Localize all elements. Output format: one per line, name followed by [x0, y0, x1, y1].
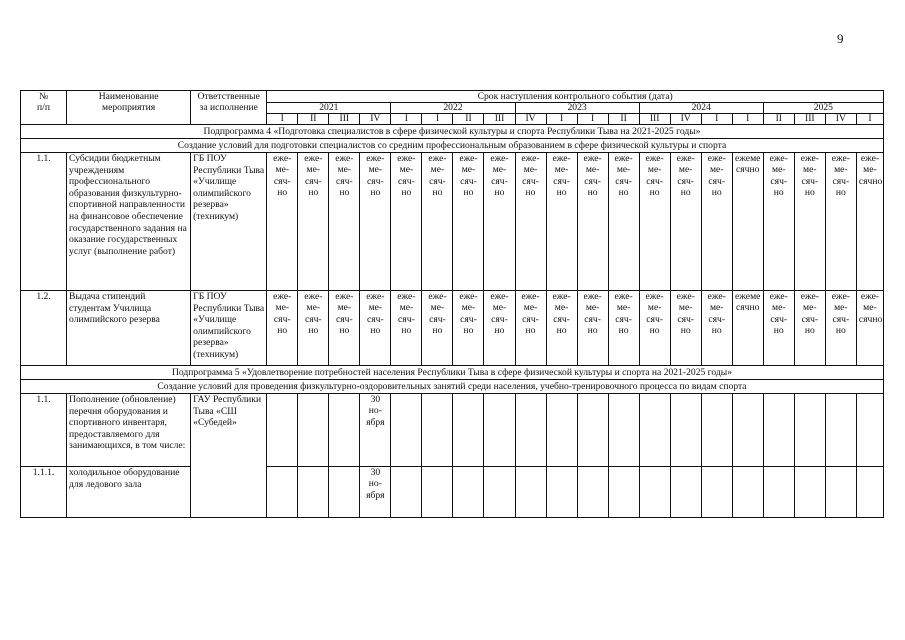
period-cell — [422, 467, 453, 518]
responsible-org: ГБ ПОУ Республики Тыва «Училище олимпийского резерва» (техникум) — [191, 291, 267, 366]
quarter-header: II — [453, 114, 484, 125]
header-row-1 — [21, 91, 884, 103]
period-cell — [701, 394, 732, 467]
period-cell — [856, 394, 883, 467]
period-cell — [608, 467, 639, 518]
period-cell: еже- ме- сяч- но — [639, 153, 670, 291]
year-2024: 2024 — [639, 103, 763, 114]
period-cell: еже- ме- сяч- но — [670, 291, 701, 366]
period-cell — [794, 467, 825, 518]
subprogram-5-section: Создание условий для проведения физкультурно-оздоровительных занятий среди населения, учебно-тренировочного процесса по видам спорта — [21, 380, 884, 394]
subprogram-4-section: Создание условий для подготовки специалистов со средним профессиональным образованием в сфере физической культуры и спорта — [21, 139, 884, 153]
year-2022: 2022 — [391, 103, 515, 114]
quarter-header: II — [298, 114, 329, 125]
period-cell: еже- ме- сяч- но — [453, 153, 484, 291]
period-cell — [298, 394, 329, 467]
period-cell — [670, 467, 701, 518]
quarter-header: I — [856, 114, 883, 125]
quarter-header: I — [391, 114, 422, 125]
period-cell — [577, 394, 608, 467]
period-cell — [484, 467, 515, 518]
row-number: 1.1. — [21, 394, 67, 467]
period-cell: еже- ме- сяч- но — [360, 291, 391, 366]
period-cell — [391, 394, 422, 467]
period-cell: еже- ме- сяч- но — [825, 153, 856, 291]
period-cell — [825, 394, 856, 467]
period-cell: еже- ме- сяч- но — [329, 291, 360, 366]
period-cell: еже- ме- сяч- но — [701, 291, 732, 366]
period-cell: еже- ме- сяч- но — [577, 153, 608, 291]
row-number: 1.1.1. — [21, 467, 67, 518]
period-cell — [732, 394, 763, 467]
quarter-header: I — [732, 114, 763, 125]
activity-name: Выдача стипендий студентам Училища олимпийского резерва — [67, 291, 191, 366]
period-cell — [577, 467, 608, 518]
quarter-header: III — [484, 114, 515, 125]
quarter-header: I — [546, 114, 577, 125]
quarter-header: II — [608, 114, 639, 125]
period-cell: еже- ме- сяч- но — [422, 153, 453, 291]
period-cell — [298, 467, 329, 518]
period-cell — [608, 394, 639, 467]
row-number: 1.1. — [21, 153, 67, 291]
subprogram-5-title-row — [21, 366, 884, 380]
period-cell: еже- ме- сячно — [856, 291, 883, 366]
quarter-header: IV — [515, 114, 546, 125]
period-cell — [515, 467, 546, 518]
quarter-header: III — [329, 114, 360, 125]
period-cell: еже- ме- сяч- но — [484, 153, 515, 291]
period-cell — [856, 467, 883, 518]
quarter-header: I — [422, 114, 453, 125]
quarter-header: III — [639, 114, 670, 125]
period-cell — [763, 394, 794, 467]
period-cell: еже- ме- сяч- но — [794, 291, 825, 366]
table-row — [21, 153, 884, 291]
period-cell — [670, 394, 701, 467]
period-cell: еже- ме- сяч- но — [267, 153, 298, 291]
period-cell — [639, 394, 670, 467]
period-cell — [701, 467, 732, 518]
activity-name: Субсидии бюджетным учреждениям профессионального образования физкультурно-спортивной направленности на финансовое обеспечение государственного задания на оказание государственных услуг (выполнение работ) — [67, 153, 191, 291]
period-cell — [732, 467, 763, 518]
period-cell — [484, 394, 515, 467]
quarter-header: IV — [825, 114, 856, 125]
year-2025: 2025 — [763, 103, 883, 114]
period-cell: еже- ме- сяч- но — [515, 153, 546, 291]
responsible-org: ГБ ПОУ Республики Тыва «Училище олимпийского резерва» (техникум) — [191, 153, 267, 291]
year-2023: 2023 — [515, 103, 639, 114]
period-cell: еже- ме- сяч- но — [391, 291, 422, 366]
page-number: 9 — [837, 31, 844, 46]
quarter-header: I — [701, 114, 732, 125]
period-cell: еже- ме- сяч- но — [360, 153, 391, 291]
period-cell: еже- ме- сяч- но — [267, 291, 298, 366]
period-cell: 30 но- ября — [360, 394, 391, 467]
period-cell: еже- ме- сяч- но — [608, 291, 639, 366]
quarter-header: IV — [360, 114, 391, 125]
period-cell — [267, 394, 298, 467]
period-cell: еже- ме- сяч- но — [794, 153, 825, 291]
period-cell: еже- ме- сяч- но — [484, 291, 515, 366]
period-cell — [453, 394, 484, 467]
responsible-org: ГАУ Республики Тыва «СШ «Субедей» — [191, 394, 267, 518]
period-cell: еже- ме- сячно — [856, 153, 883, 291]
row-number: 1.2. — [21, 291, 67, 366]
year-2021: 2021 — [267, 103, 391, 114]
period-cell: еже- ме- сяч- но — [577, 291, 608, 366]
period-cell — [794, 394, 825, 467]
activity-name: Пополнение (обновление) перечня оборудования и спортивного инвентаря, предоставляемого для занимающихся, в том числе: — [67, 394, 191, 467]
period-cell — [639, 467, 670, 518]
period-cell: 30 но- ября — [360, 467, 391, 518]
period-cell: еже- ме- сяч- но — [763, 291, 794, 366]
subprogram-4-title-row — [21, 125, 884, 139]
period-cell: еже- ме- сяч- но — [298, 153, 329, 291]
period-cell: еже- ме- сяч- но — [546, 291, 577, 366]
period-cell — [546, 394, 577, 467]
period-cell — [515, 394, 546, 467]
table-row — [21, 467, 884, 518]
activity-name: холодильное оборудование для ледового зала — [67, 467, 191, 518]
quarter-header: I — [577, 114, 608, 125]
period-cell: еже- ме- сяч- но — [515, 291, 546, 366]
period-cell: еже- ме- сяч- но — [391, 153, 422, 291]
period-cell — [329, 467, 360, 518]
table-row — [21, 394, 884, 467]
period-cell — [763, 467, 794, 518]
period-cell — [453, 467, 484, 518]
period-cell: еже- ме- сяч- но — [453, 291, 484, 366]
period-cell: еже- ме- сяч- но — [639, 291, 670, 366]
period-cell: еже- ме- сяч- но — [546, 153, 577, 291]
quarter-header: I — [267, 114, 298, 125]
quarter-header: IV — [670, 114, 701, 125]
header-deadline: Срок наступления контрольного события (дата) — [267, 91, 884, 103]
quarter-header: III — [794, 114, 825, 125]
header-responsible: Ответственные за исполнение — [191, 91, 267, 125]
period-cell: еже- ме- сяч- но — [670, 153, 701, 291]
period-cell — [391, 467, 422, 518]
period-cell: еже- ме- сяч- но — [298, 291, 329, 366]
header-name: Наименование мероприятия — [67, 91, 191, 125]
quarter-header: II — [763, 114, 794, 125]
subprogram-5-title: Подпрограмма 5 «Удовлетворение потребностей населения Республики Тыва в сфере физической культуры и спорта на 2021-2025 годы» — [21, 366, 884, 380]
period-cell — [267, 467, 298, 518]
period-cell: еже- ме- сяч- но — [701, 153, 732, 291]
period-cell — [546, 467, 577, 518]
table-row — [21, 291, 884, 366]
subprogram-4-section-row — [21, 139, 884, 153]
header-num: № п/п — [21, 91, 67, 125]
period-cell: еже- ме- сяч- но — [422, 291, 453, 366]
period-cell: еже- ме- сяч- но — [329, 153, 360, 291]
subprogram-4-title: Подпрограмма 4 «Подготовка специалистов в сфере физической культуры и спорта Республики Тыва на 2021-2025 годы» — [21, 125, 884, 139]
period-cell: еже- ме- сяч- но — [763, 153, 794, 291]
period-cell — [422, 394, 453, 467]
period-cell: еже- ме- сяч- но — [825, 291, 856, 366]
period-cell — [329, 394, 360, 467]
period-cell: ежеме сячно — [732, 153, 763, 291]
period-cell — [825, 467, 856, 518]
subprogram-5-section-row — [21, 380, 884, 394]
control-events-table — [20, 90, 884, 518]
period-cell: ежеме сячно — [732, 291, 763, 366]
period-cell: еже- ме- сяч- но — [608, 153, 639, 291]
